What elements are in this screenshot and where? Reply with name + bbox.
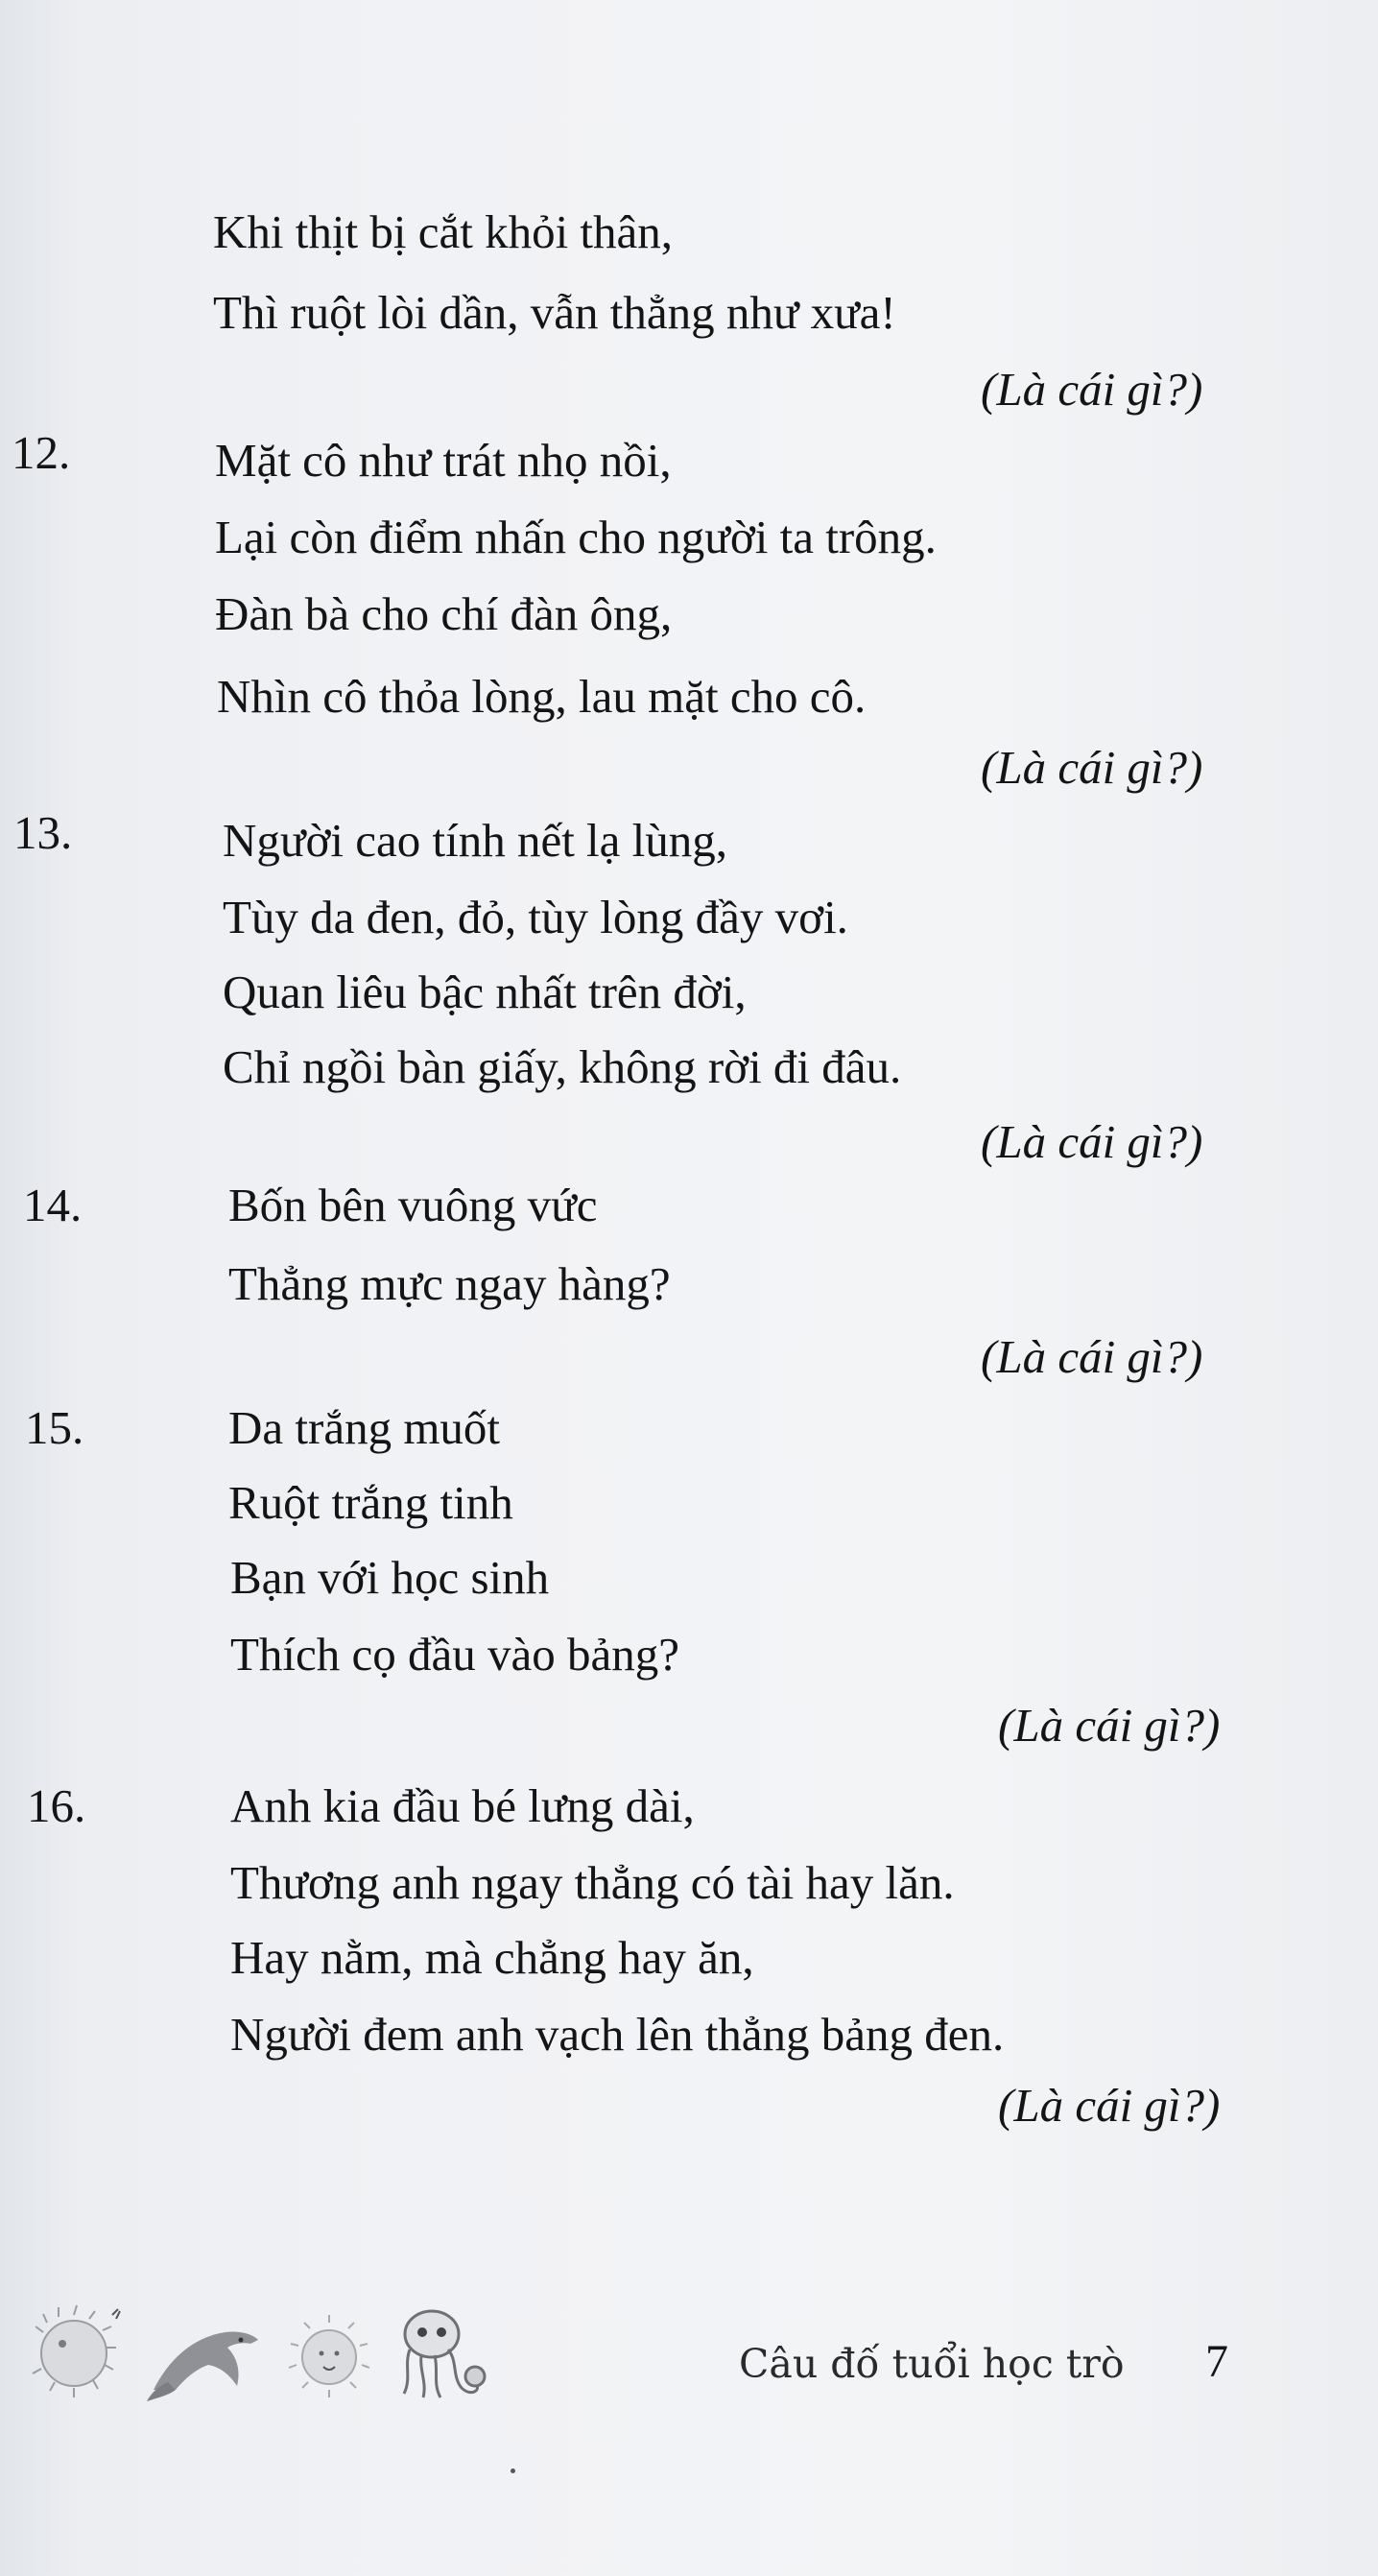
- sea-urchin-icon: [289, 2315, 369, 2397]
- riddle-answer-prompt: (Là cái gì?): [998, 2079, 1221, 2132]
- verse-line: Người cao tính nết lạ lùng,: [223, 814, 728, 867]
- print-speck: [511, 2469, 515, 2473]
- sea-creature-decorations: [24, 2294, 523, 2409]
- octopus-icon: [404, 2311, 485, 2397]
- book-title: Câu đố tuổi học trò: [739, 2341, 1125, 2387]
- verse-line: Hay nằm, mà chẳng hay ăn,: [230, 1931, 754, 1984]
- page-number: 7: [1205, 2336, 1228, 2387]
- verse-line: Chỉ ngồi bàn giấy, không rời đi đâu.: [223, 1040, 902, 1093]
- riddle-number: 16.: [27, 1779, 86, 1832]
- verse-line: Người đem anh vạch lên thẳng bảng đen.: [230, 2008, 1005, 2061]
- dolphin-icon: [147, 2331, 258, 2401]
- verse-line: Đàn bà cho chí đàn ông,: [215, 587, 673, 640]
- verse-line: Thương anh ngay thẳng có tài hay lăn.: [230, 1856, 955, 1909]
- riddle-number: 13.: [13, 806, 73, 859]
- verse-line: Khi thịt bị cắt khỏi thân,: [213, 205, 674, 258]
- verse-line: Lại còn điểm nhấn cho người ta trông.: [215, 511, 937, 563]
- riddle-number: 15.: [25, 1401, 84, 1454]
- verse-line: Thích cọ đầu vào bảng?: [230, 1628, 680, 1681]
- verse-line: Nhìn cô thỏa lòng, lau mặt cho cô.: [217, 670, 867, 723]
- riddle-answer-prompt: (Là cái gì?): [998, 1699, 1221, 1752]
- riddle-answer-prompt: (Là cái gì?): [981, 1115, 1203, 1168]
- riddle-answer-prompt: (Là cái gì?): [981, 741, 1203, 794]
- pufferfish-icon: [33, 2305, 120, 2397]
- riddle-answer-prompt: (Là cái gì?): [981, 363, 1203, 416]
- verse-line: Bốn bên vuông vức: [228, 1179, 598, 1231]
- verse-line: Bạn với học sinh: [230, 1551, 550, 1604]
- riddle-number: 14.: [23, 1179, 83, 1231]
- verse-line: Mặt cô như trát nhọ nồi,: [215, 434, 672, 487]
- verse-line: Da trắng muốt: [228, 1401, 501, 1454]
- riddle-answer-prompt: (Là cái gì?): [981, 1330, 1203, 1383]
- riddle-number: 12.: [12, 426, 71, 479]
- verse-line: Thẳng mực ngay hàng?: [228, 1257, 671, 1310]
- verse-line: Tùy da đen, đỏ, tùy lòng đầy vơi.: [223, 891, 848, 943]
- verse-line: Quan liêu bậc nhất trên đời,: [223, 966, 747, 1018]
- verse-line: Thì ruột lòi dần, vẫn thẳng như xưa!: [213, 286, 896, 339]
- verse-line: Anh kia đầu bé lưng dài,: [230, 1779, 695, 1832]
- verse-line: Ruột trắng tinh: [228, 1476, 513, 1529]
